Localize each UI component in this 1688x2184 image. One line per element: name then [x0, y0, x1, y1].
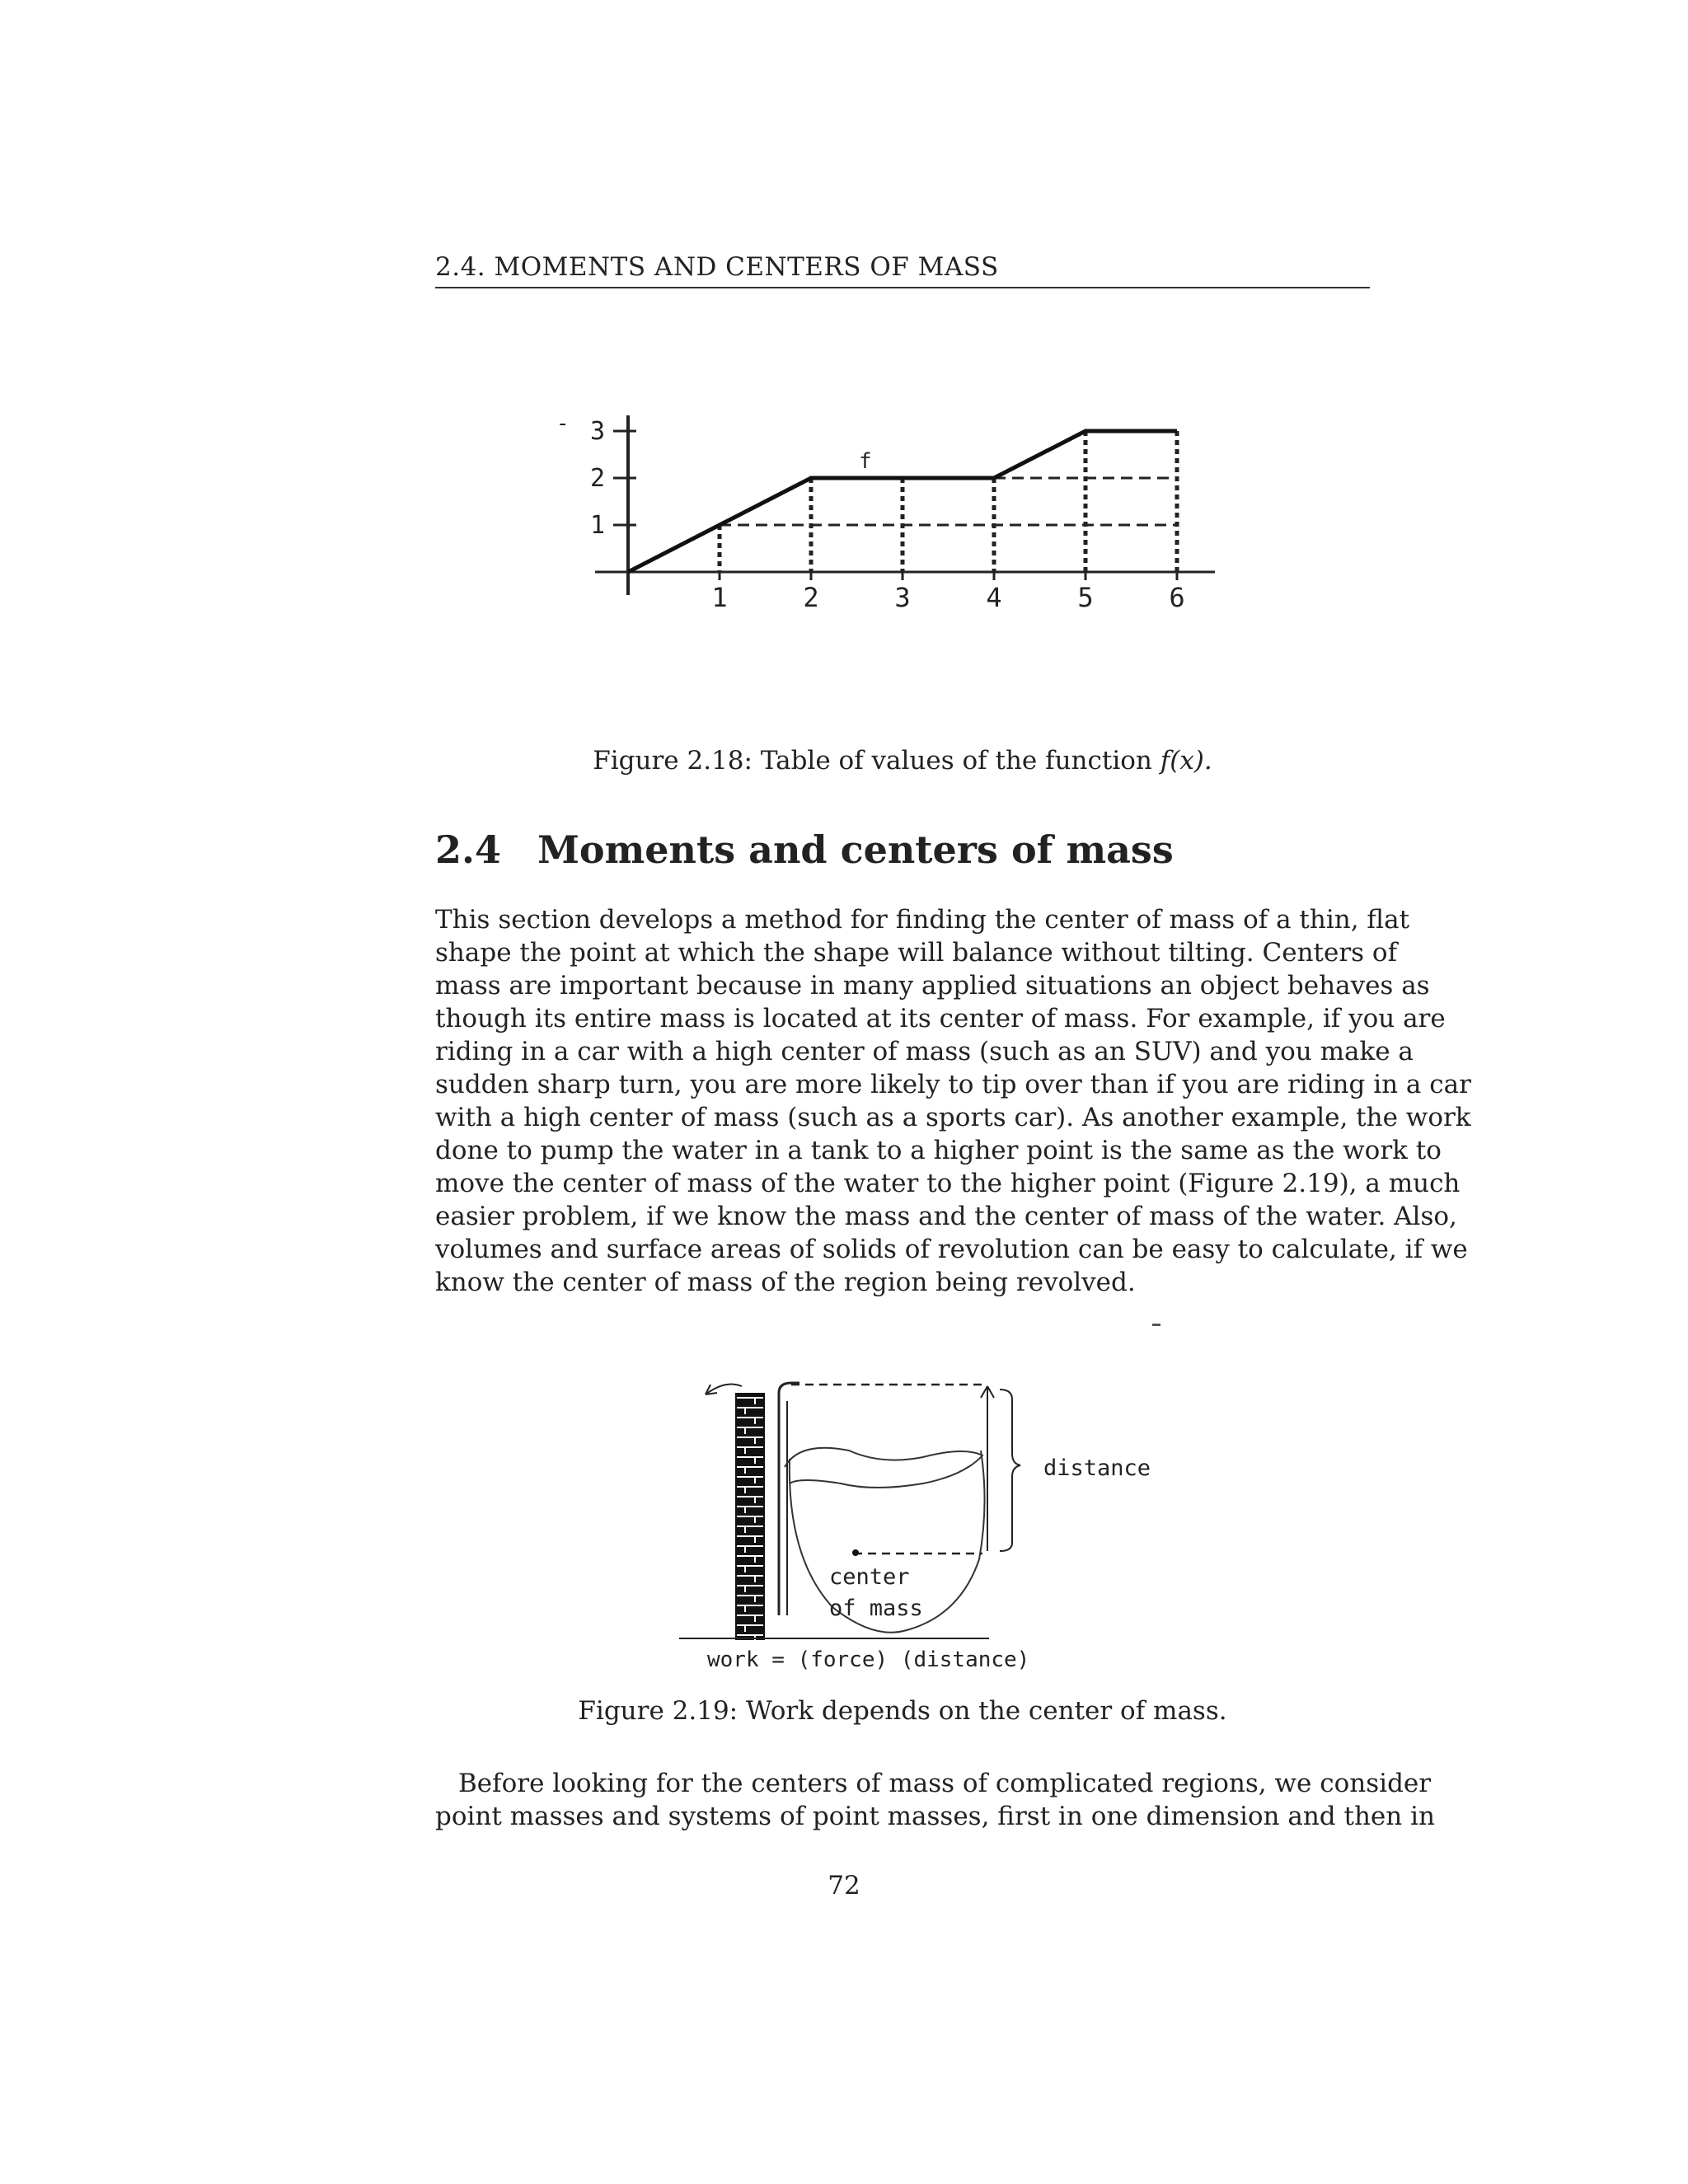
text-line: point masses and systems of point masses, first in one dimension and then in [435, 1802, 1435, 1831]
section-title: Moments and centers of mass [537, 827, 1174, 872]
body-paragraph-2 [435, 1767, 1435, 1833]
caption-math: f(x). [1160, 746, 1212, 776]
figure-function-graph [554, 405, 1230, 653]
center-of-mass-dot [852, 1549, 859, 1556]
x-tick-label: 1 [711, 582, 728, 613]
text-line: know the center of mass of the region being revolved. [435, 1268, 1136, 1297]
pipe [779, 1383, 799, 1615]
x-tick-label: 3 [894, 582, 911, 613]
distance-brace [1000, 1390, 1020, 1551]
caption-text: Figure 2.18: Table of values of the function [593, 746, 1160, 776]
text-line: shape the point at which the shape will balance without tilting. Centers of [435, 938, 1398, 968]
page-number: 72 [828, 1871, 860, 1900]
body-paragraph-1 [435, 903, 1471, 1299]
y-tick-label: 3 [589, 417, 605, 446]
x-tick-label: 2 [803, 582, 819, 613]
water-surface-top [785, 1448, 982, 1488]
center-label: center [829, 1564, 910, 1590]
figure-2-19-caption: Figure 2.19: Work depends on the center of mass. [578, 1696, 1227, 1726]
text-line: Before looking for the centers of mass of complicated regions, we consider [458, 1769, 1432, 1798]
x-tick-label: 6 [1169, 582, 1185, 613]
running-head: 2.4. MOMENTS AND CENTERS OF MASS [435, 252, 1370, 288]
figure-2-18-caption [435, 746, 1370, 776]
function-label: f [859, 449, 872, 474]
text-line: volumes and surface areas of solids of revolution can be easy to calculate, if we [435, 1235, 1468, 1264]
text-line: sudden sharp turn, you are more likely to tip over than if you are riding in a car [435, 1070, 1471, 1099]
work-formula: work = (force) (distance) [707, 1647, 1030, 1672]
text-line: done to pump the water in a tank to a higher point is the same as the work to [435, 1136, 1442, 1165]
brick-wall [735, 1393, 765, 1642]
text-line: mass are important because in many applied situations an object behaves as [435, 971, 1430, 1001]
y-tick-label: 2 [589, 464, 605, 493]
stray-tick-mark: - [559, 411, 567, 436]
stray-mark [1152, 1324, 1160, 1326]
of-mass-label: of mass [829, 1596, 923, 1621]
text-line: riding in a car with a high center of mass (such as an SUV) and you make a [435, 1037, 1414, 1066]
figure-water-tank [676, 1368, 1170, 1673]
section-heading [435, 827, 1174, 872]
x-tick-label: 4 [986, 582, 1002, 613]
distance-label: distance [1043, 1455, 1151, 1481]
y-tick-label: 1 [589, 511, 605, 540]
text-line: with a high center of mass (such as a sports car). As another example, the work [435, 1103, 1471, 1132]
text-line: move the center of mass of the water to the higher point (Figure 2.19), a much [435, 1169, 1461, 1198]
text-line: This section develops a method for finding the center of mass of a thin, flat [435, 905, 1410, 935]
text-line: though its entire mass is located at its center of mass. For example, if you are [435, 1004, 1446, 1033]
text-line: easier problem, if we know the mass and the center of mass of the water. Also, [435, 1202, 1457, 1231]
section-number: 2.4 [435, 827, 502, 872]
x-tick-label: 5 [1077, 582, 1094, 613]
